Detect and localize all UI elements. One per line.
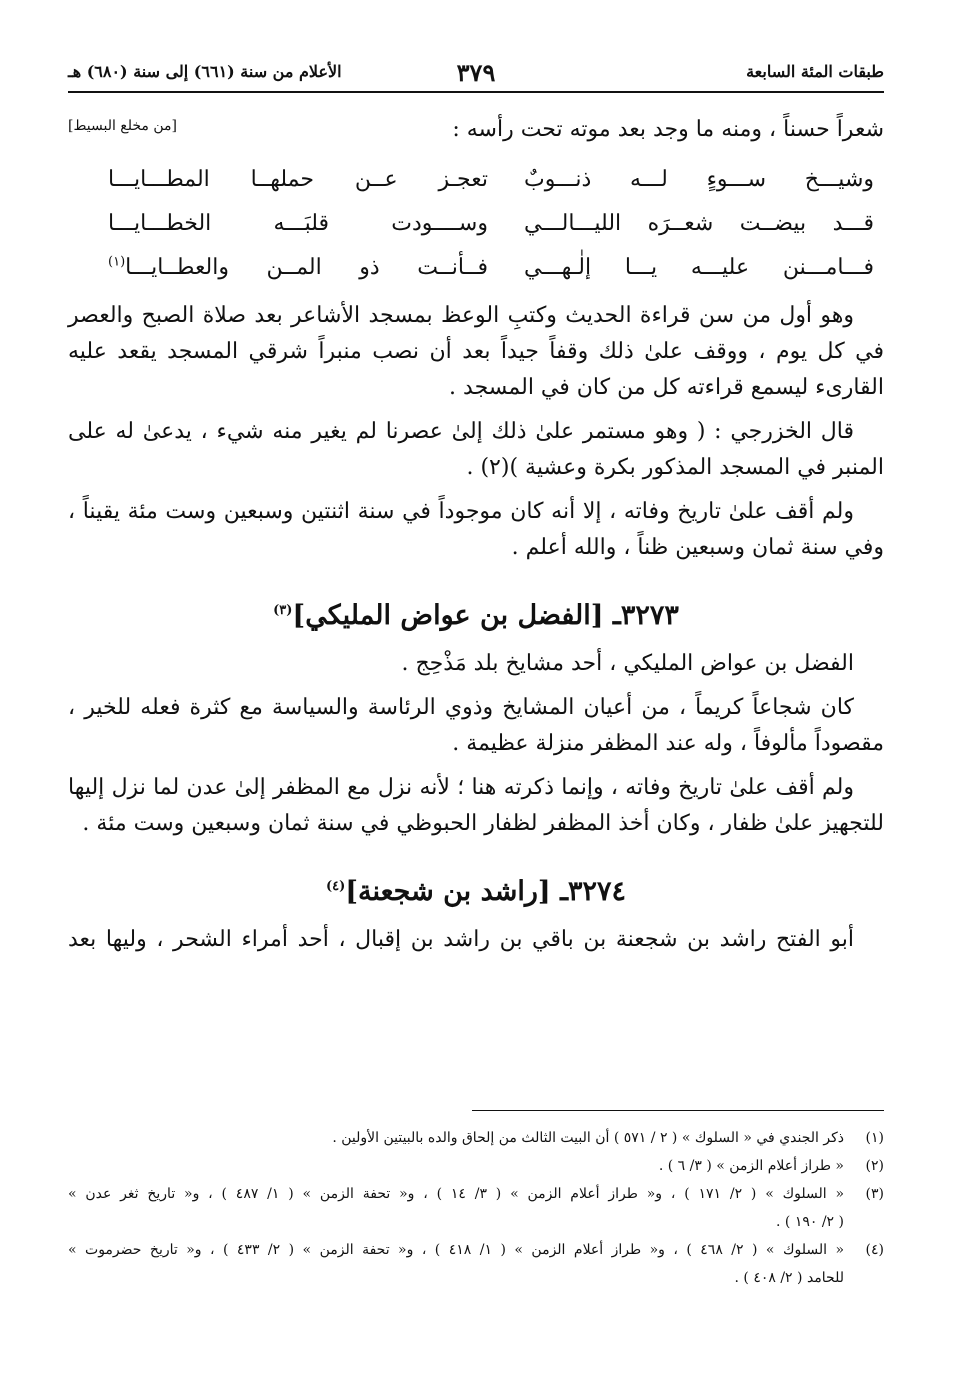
footnote-line: ذكر الجندي في « السلوك » ( ٢ / ٥٧١ ) أن البيت الثالث من إلحاق والده بالبيتين الأولين .	[332, 1130, 844, 1146]
text-line: وهو أول من سن قراءة الحديث وكتبِ الوعظ بمسجد الأشاعر بعد صلاة الصبح والعصر	[68, 303, 854, 328]
paragraph	[68, 414, 884, 486]
page-number: ٣٧٩	[456, 58, 496, 87]
verse-text: فــأنــت ذو المــن والعطــايـــا	[125, 255, 488, 280]
text-line: ولم أقف علىٰ تاريخ وفاته ، وإنما ذكرته هنا ؛ لأنه نزل مع المظفر إلىٰ عدن لما نزل إليها	[68, 775, 854, 800]
footnote	[68, 1180, 884, 1236]
paragraph	[68, 646, 884, 682]
paragraph	[68, 690, 884, 762]
header-date-range: الأعلام من سنة (٦٦١) إلى سنة (٦٨٠) هـ	[68, 62, 342, 81]
verse-second-hemistich: تعجـز عــن حملهــا المطـــايـــا	[108, 167, 488, 192]
text-line: الفضل بن عواض المليكي ، أحد مشايخ بلد مَذْحِج .	[401, 651, 854, 676]
footnote-line: للحامد ( ٢/ ٤٠٨ ) .	[734, 1270, 844, 1286]
text-line: المنبر في المسجد المذكور بكرة وعشية )(٢) .	[466, 455, 884, 480]
verse-second-hemistich	[108, 246, 488, 290]
poem-intro-text: شعراً حسناً ، ومنه ما وجد بعد موته تحت رأسه :	[452, 117, 884, 142]
footnote	[68, 1236, 884, 1292]
text-line: للتجهيز علىٰ ظفار ، وكان أخذ المظفر لظفار الحبوظي في سنة ثمان وسبعين وست مئة .	[82, 811, 884, 836]
text-line: في كل يوم ، ووقف علىٰ ذلك وقفاً جيداً بعد أن نصب منبراً شرقي المسجد يقعد عليه	[68, 339, 884, 364]
footnote-divider	[472, 1110, 884, 1111]
text-line: قال الخزرجي : ( وهو مستمر علىٰ ذلك إلىٰ عصرنا لم يغير منه شيء ، يدعىٰ له على	[68, 419, 854, 444]
paragraph	[68, 494, 884, 566]
verse-line	[68, 158, 884, 202]
entry-title: ٣٢٧٣ـ [الفضل بن عواض المليكي]	[292, 600, 679, 631]
footnotes	[68, 1124, 884, 1292]
footnote	[68, 1124, 884, 1152]
verse-first-hemistich: وشيـــخ ســـوءٍ لـــه ذنـــوبٌ	[524, 167, 874, 192]
text-line: كان شجاعاً كريماً ، من أعيان المشايخ وذوي الرئاسة والسياسة مع كثرة فعله للخير ،	[68, 695, 854, 720]
footnote-ref[interactable]: (٣)	[273, 603, 293, 618]
poem-intro	[68, 112, 884, 152]
paragraph	[68, 922, 884, 958]
text-line: ولم أقف علىٰ تاريخ وفاته ، إلا أنه كان موجوداً في سنة اثنتين وسبعين وست مئة يقيناً ،	[68, 499, 854, 524]
footnote-line: « طراز أعلام الزمن » ( ٣/ ٦ ) .	[658, 1158, 844, 1174]
running-header	[68, 58, 884, 88]
verse-first-hemistich: قـــد بيضــت شعــرَه الليـــالـــي	[524, 211, 874, 236]
footnote-number: (٤)	[865, 1242, 884, 1258]
paragraph	[68, 770, 884, 842]
footnote-number: (٢)	[865, 1158, 884, 1174]
text-line: أبو الفتح راشد بن شجعنة بن باقي بن راشد بن إقبال ، أحد أمراء الشحر ، وليها بعد	[68, 927, 854, 952]
footnote-line: ( ٢/ ١٩٠ ) .	[776, 1214, 844, 1230]
entry-title: ٣٢٧٤ـ [راشد بن شجعنة]	[345, 876, 627, 907]
verse-line	[68, 246, 884, 290]
poem-meter: [من مخلع البسيط]	[68, 118, 177, 134]
verse-first-hemistich: فـــامـــنن عليـــه يـــا إلٰـهـــي	[524, 255, 874, 280]
header-divider	[68, 91, 884, 93]
entry-heading	[68, 870, 884, 914]
text-line: وفي سنة ثمان وسبعين ظناً ، والله أعلم .	[511, 535, 884, 560]
poem	[68, 158, 884, 290]
footnote-line: « السلوك » ( ٢/ ١٧١ ) ، و« طراز أعلام الزمن » ( ٣/ ١٤ ) ، و« تحفة الزمن » ( ١/ ٤٨٧ ) ، و« تاريخ ثغر عدن »	[68, 1186, 845, 1202]
footnote-number: (١)	[865, 1130, 884, 1146]
verse-second-hemistich: وســــودت قلبَـــه الخطـــايـــا	[108, 211, 488, 236]
footnote-number: (٣)	[865, 1186, 884, 1202]
footnote-ref[interactable]: (١)	[108, 254, 126, 270]
footnote	[68, 1152, 884, 1180]
text-line: مقصوداً مألوفاً ، وله عند المظفر منزلة عظيمة .	[452, 731, 884, 756]
main-text	[68, 112, 884, 958]
verse-line	[68, 202, 884, 246]
entry-heading	[68, 594, 884, 638]
header-section-title: طبقات المئة السابعة	[746, 62, 884, 81]
footnote-ref[interactable]: (٤)	[325, 879, 346, 894]
footnote-line: « السلوك » ( ٢/ ٤٦٨ ) ، و« طراز أعلام الزمن » ( ١/ ٤١٨ ) ، و« تحفة الزمن » ( ٢/ ٤٣٣ ) ، و« تاريخ حضرموت »	[68, 1242, 845, 1258]
text-line: القارىء ليسمع قراءته كل من كان في المسجد .	[449, 375, 884, 400]
paragraph	[68, 298, 884, 406]
